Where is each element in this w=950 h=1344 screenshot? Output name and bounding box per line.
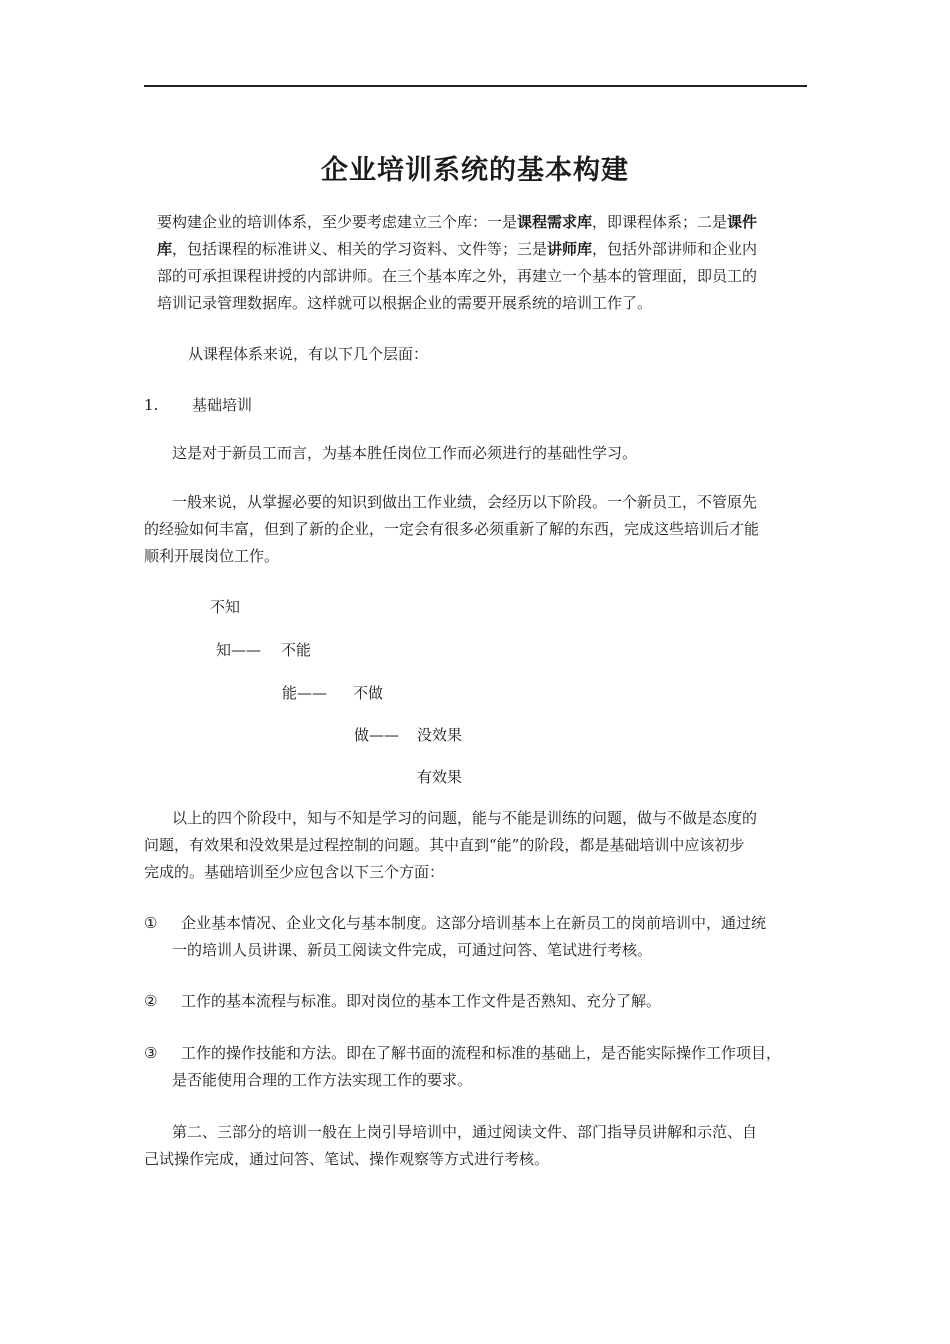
item-3-marker: ③: [144, 1044, 158, 1062]
closing-line-1: 第二、三部分的培训一般在上岗引导培训中，通过阅读文件、部门指导员讲解和示范、自: [172, 1123, 758, 1141]
stage-can-label: 能——: [282, 684, 328, 702]
header-rule: [144, 85, 807, 87]
stage-not-know: 不知: [210, 598, 241, 616]
text-run: ，包括外部讲师和企业内: [592, 240, 758, 258]
intro-line-2: [157, 239, 757, 259]
item-1-line-1: 企业基本情况、企业文化与基本制度。这部分培训基本上在新员工的岗前培训中，通过统: [181, 914, 767, 932]
intro-line-3: 部的可承担课程讲授的内部讲师。在三个基本库之外，再建立一个基本的管理面，即员工的: [157, 267, 758, 285]
text-run: ，即课程体系；二是: [592, 213, 728, 231]
stages-intro-line-3: 顺利开展岗位工作。: [144, 547, 280, 565]
stages-summary-line-3: 完成的。基础培训至少应包含以下三个方面：: [144, 863, 445, 881]
stages-summary-line-2: 问题，有效果和没效果是过程控制的问题。其中直到“能”的阶段，都是基础培训中应该初步: [144, 836, 745, 854]
stages-intro-line-2: 的经验如何丰富，但到了新的企业，一定会有很多必须重新了解的东西，完成这些培训后才能: [144, 520, 760, 538]
closing-line-2: 己试操作完成，通过问答、笔试、操作观察等方式进行考核。: [144, 1150, 550, 1168]
stage-effective: 有效果: [417, 768, 463, 786]
stages-summary-line-1: 以上的四个阶段中，知与不知是学习的问题，能与不能是训练的问题，做与不做是态度的: [172, 809, 758, 827]
document-title: 企业培训系统的基本构建: [321, 155, 629, 186]
item-2-line-1: 工作的基本流程与标准。即对岗位的基本工作文件是否熟知、充分了解。: [181, 992, 662, 1010]
course-levels-line: 从课程体系来说，有以下几个层面：: [188, 345, 429, 363]
intro-line-1: [157, 212, 757, 232]
section-title: 基础培训: [192, 396, 253, 414]
item-3-line-2: 是否能使用合理的工作方法实现工作的要求。: [172, 1071, 473, 1089]
stage-know-label: 知——: [216, 641, 262, 659]
item-1-marker: ①: [144, 914, 158, 932]
stage-cannot: 不能: [281, 641, 312, 659]
basic-training-desc: 这是对于新员工而言，为基本胜任岗位工作而必须进行的基础性学习。: [172, 444, 638, 462]
stages-intro-line-1: 一般来说，从掌握必要的知识到做出工作业绩，会经历以下阶段。一个新员工，不管原先: [172, 493, 758, 511]
lecturer-library-term: 讲师库: [547, 240, 593, 258]
courseware-library-term-end: 库: [157, 240, 173, 258]
item-1-line-2: 一的培训人员讲课、新员工阅读文件完成，可通过问答、笔试进行考核。: [172, 941, 653, 959]
stage-not-do: 不做: [353, 684, 384, 702]
text-run: ，包括课程的标准讲义、相关的学习资料、文件等；三是: [172, 240, 548, 258]
item-2-marker: ②: [144, 992, 158, 1010]
course-demand-library-term: 课程需求库: [517, 213, 593, 231]
courseware-library-term: 课件: [727, 213, 758, 231]
intro-line-4: 培训记录管理数据库。这样就可以根据企业的需要开展系统的培训工作了。: [157, 294, 653, 312]
stage-no-effect: 没效果: [417, 726, 463, 744]
text-run: 要构建企业的培训体系，至少要考虑建立三个库：一是: [157, 213, 518, 231]
stage-do-label: 做——: [354, 726, 400, 744]
section-number: 1.: [144, 396, 159, 414]
item-3-line-1: 工作的操作技能和方法。即在了解书面的流程和标准的基础上，是否能实际操作工作项目，: [181, 1044, 782, 1062]
